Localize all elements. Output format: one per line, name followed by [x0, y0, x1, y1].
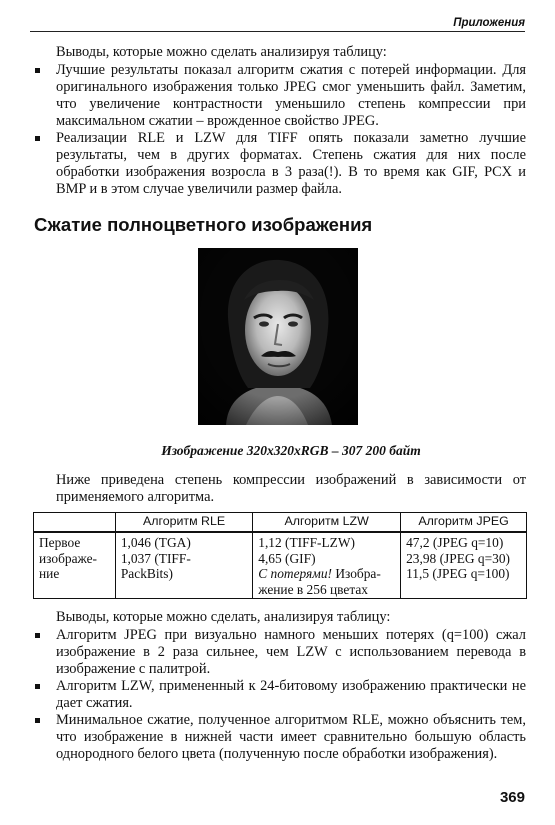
jpeg-value: 11,5 (JPEG q=100) [406, 566, 510, 581]
rle-value: 1,037 (TIFF- [120, 550, 191, 566]
rle-value: 1,046 (TGA) [120, 535, 191, 550]
row-label-line: изображе- [39, 550, 98, 566]
portrait-image [198, 248, 358, 425]
lzw-note-continued: жение в 256 цветах [258, 581, 369, 597]
lzw-note-emphasis: С потерями! [258, 566, 332, 581]
lzw-cell [253, 532, 401, 599]
jpeg-value: 23,98 (JPEG q=30) [406, 550, 510, 566]
jpeg-value: 47,2 (JPEG q=10) [406, 535, 504, 550]
conclusions-list-1 [56, 62, 526, 198]
row-label-line: Первое [39, 535, 81, 550]
lzw-value: 1,12 (TIFF-LZW) [258, 535, 355, 550]
conclusions-list-2 [56, 627, 526, 763]
list-item: Алгоритм JPEG при визуально намного меньших потерях (q=100) сжал изображение в 2 раза сильнее, чем LZW с использованием перевода в изображение с палитрой. [56, 627, 526, 677]
rle-value: PackBits) [120, 566, 173, 581]
table-header-jpeg: Алгоритм JPEG [401, 513, 527, 533]
post-table-intro: Выводы, которые можно сделать, анализируя таблицу: [56, 609, 391, 625]
lzw-note-text: Изобра- [331, 566, 381, 581]
table-header-rle: Алгоритм RLE [115, 513, 252, 533]
portrait-photo [198, 248, 358, 425]
list-item: Алгоритм LZW, примененный к 24-битовому изображению практически не дает сжатия. [56, 678, 526, 711]
list-item: Реализации RLE и LZW для TIFF опять показали заметно лучшие результаты, чем в других форматах. Степень сжатия для них после обработки изображения возросла в 3 раза(!). В то время как GIF, PCX и BMP и в этом случае увеличили размер файла. [56, 130, 526, 197]
row-label-line: ние [39, 566, 60, 581]
pre-table-paragraph: Ниже приведена степень компрессии изображений в зависимости от применяемого алгоритма. [56, 472, 526, 505]
table-header-lzw: Алгоритм LZW [253, 513, 401, 533]
lzw-note [258, 566, 395, 582]
row-label-cell [34, 532, 116, 599]
rle-cell [115, 532, 252, 599]
list-item: Лучшие результаты показал алгоритм сжатия с потерей информации. Для оригинального изображения только JPEG смог уменьшить файл. Заметим, что увеличение контрастности уменьшило степень компрессии при максимальном сжатии – врожденное свойство JPEG. [56, 62, 526, 129]
jpeg-cell [401, 532, 527, 599]
compression-table [33, 512, 527, 599]
table-header-empty [34, 513, 116, 533]
section-heading: Сжатие полноцветного изображения [34, 214, 373, 235]
list-item: Минимальное сжатие, полученное алгоритмом RLE, можно объяснить тем, что изображение в нижней части имеет сравнительно большую область однородного белого цвета (полученную после обработки изображения). [56, 712, 526, 762]
table-row [34, 532, 527, 599]
figure-caption: Изображение 320x320xRGB – 307 200 байт [161, 443, 421, 458]
page-number: 369 [499, 789, 525, 806]
table-header-row [34, 513, 527, 533]
intro-paragraph: Выводы, которые можно сделать анализируя таблицу: [56, 44, 387, 60]
running-head: Приложения [30, 16, 525, 32]
lzw-value: 4,65 (GIF) [258, 550, 316, 566]
